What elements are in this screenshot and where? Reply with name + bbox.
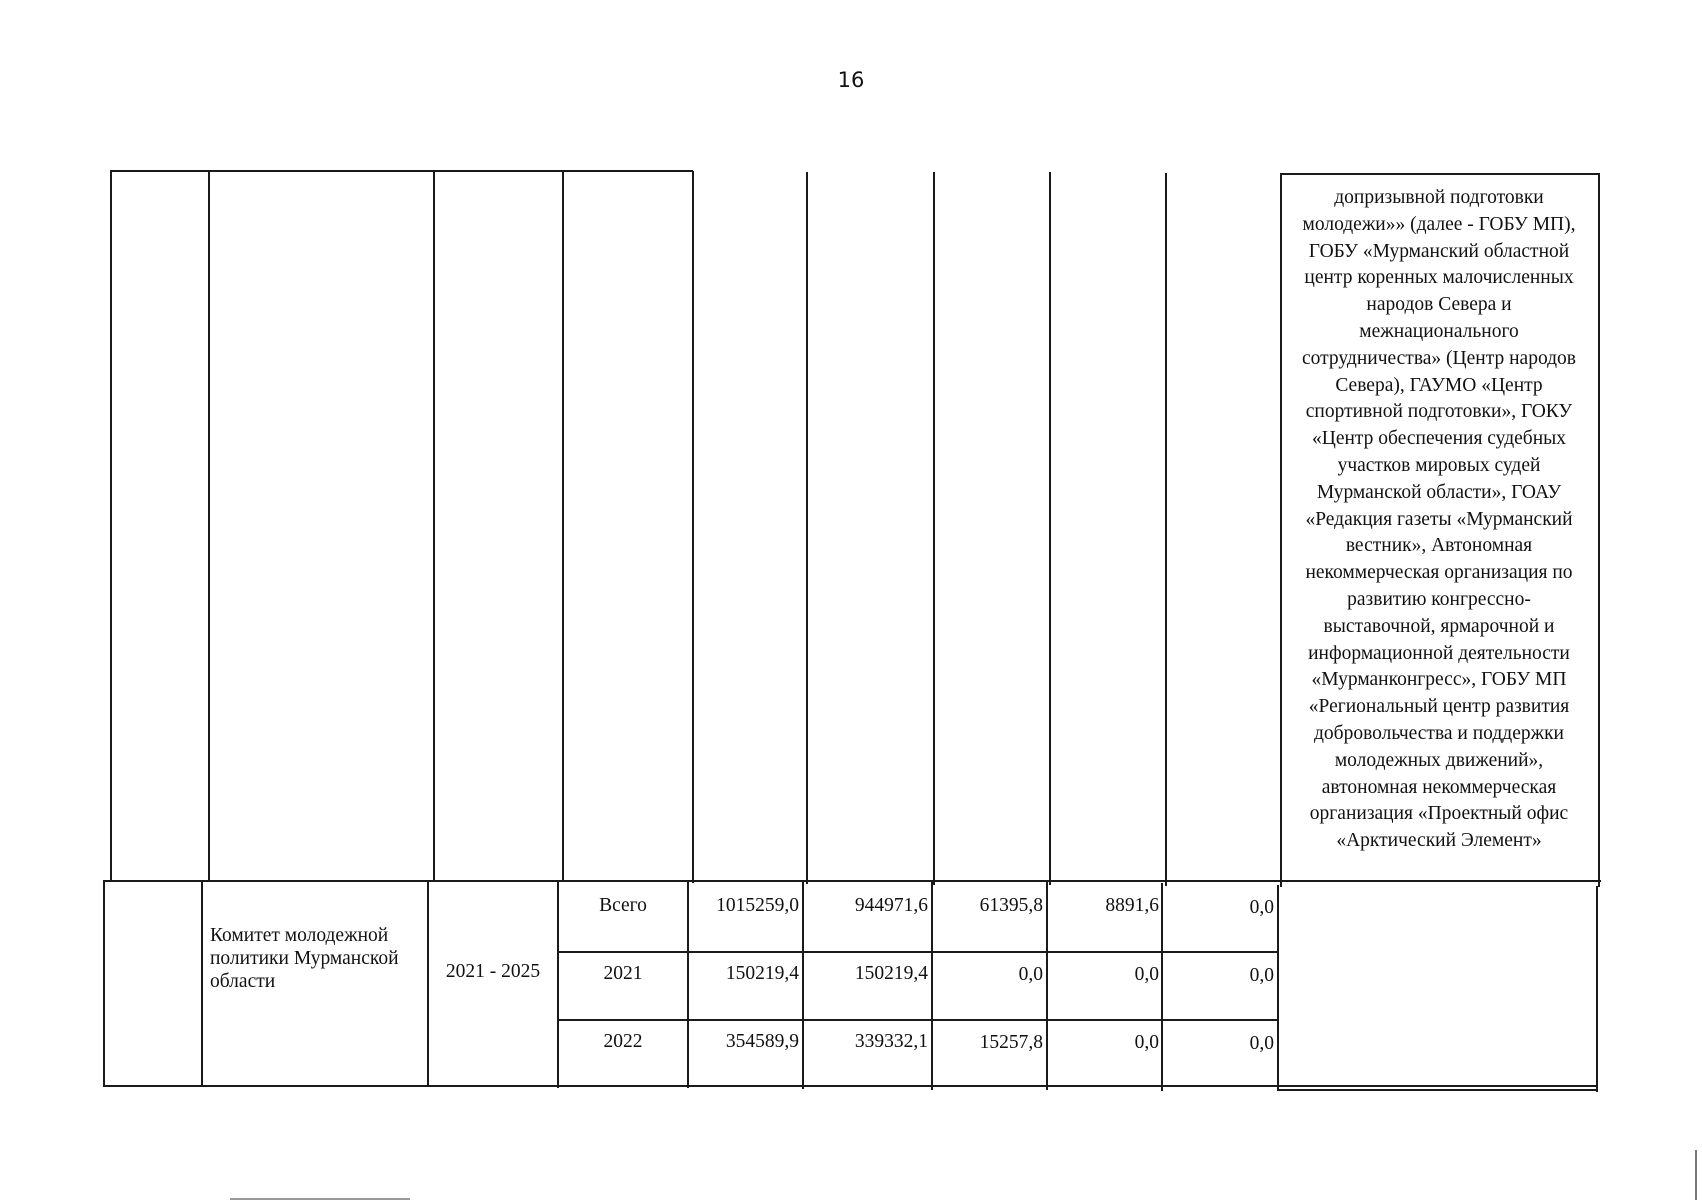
executor-name [210,924,430,993]
b-vline-1 [103,880,105,1086]
row-separator-1 [557,951,1278,953]
org-text-line: «Редакция газеты «Мурманский [1305,508,1573,530]
org-text-line: развитию конгрессно- [1347,588,1531,610]
org-text-line: информационной деятельности [1308,642,1570,664]
page-number: 16 [837,68,865,92]
year-cell: Всего [599,895,647,916]
total-cell: 1015259,0 [716,895,799,916]
funding-cell: 15257,8 [979,1032,1043,1053]
org-text-line: некоммерческая организация по [1305,562,1573,584]
funding-cell: 944971,6 [854,895,928,916]
org-text-line: организация «Проектный офис [1309,803,1569,825]
executor-line: политики Мурманской [210,948,399,969]
org-text-line: народов Севера и [1366,294,1512,316]
funding-cell: 61395,8 [979,895,1043,916]
b-vline-2 [201,880,203,1086]
org-text-line: вестник», Автономная [1345,535,1533,557]
b-vline-10 [1277,885,1279,1091]
b-vline-6 [802,881,804,1089]
b-vline-8 [1046,882,1048,1090]
vline-4 [562,171,564,882]
vline-2 [208,171,210,882]
vline-10 [1280,173,1282,887]
year-cell: 2022 [603,1031,643,1052]
org-text-line: спортивной подготовки», ГОКУ [1305,401,1573,423]
vline-1 [110,170,112,881]
vline-3 [433,171,435,882]
top-border-org [1280,173,1599,175]
org-text-line: «Мурманконгресс», ГОБУ МП [1311,669,1567,691]
vline-5 [692,171,694,883]
org-text-line: сотрудничества» (Центр народов [1301,347,1577,369]
org-text-line: добровольчества и поддержки [1314,722,1564,744]
b-vline-11 [1596,886,1598,1092]
funding-cell: 8891,6 [1105,895,1159,916]
org-text-line: межнационального [1359,320,1519,342]
org-text-line: центр коренных малочисленных [1304,267,1574,289]
row-separator-2 [557,1019,1278,1021]
b-vline-7 [931,882,933,1090]
section-separator [104,880,1601,882]
org-text-line: Севера), ГАУМО «Центр [1335,374,1543,396]
funding-cell: 0,0 [1249,897,1274,918]
org-text-line: Мурманской области», ГОАУ [1316,481,1562,503]
executor-line: Комитет молодежной [210,925,389,946]
org-text-line: молодежи»» (далее - ГОБУ МП), [1302,213,1576,235]
executor-line: области [210,971,276,992]
org-text-line: ГОБУ «Мурманский областной [1308,240,1570,262]
org-text-line: «Арктический Элемент» [1336,830,1542,852]
funding-cell: 0,0 [1134,964,1159,985]
org-text-line: участков мировых судей [1337,454,1541,476]
vline-6 [806,172,808,884]
funding-cell: 0,0 [1249,965,1274,986]
funding-cell: 150219,4 [854,963,928,984]
vline-7 [933,172,935,885]
total-cell: 150219,4 [725,963,799,984]
org-text-line: автономная некоммерческая [1321,776,1557,798]
funding-cell: 0,0 [1249,1033,1274,1054]
top-border-left [110,170,693,172]
year-cell: 2021 [603,963,643,984]
period: 2021 - 2025 [445,961,541,982]
funding-cell: 339332,1 [854,1031,928,1052]
vline-11 [1598,173,1600,887]
org-text-line: «Центр обеспечения судебных [1311,428,1566,450]
bottom-border [103,1085,1598,1087]
funding-cell: 0,0 [1134,1032,1159,1053]
vline-9 [1165,173,1167,886]
total-cell: 354589,9 [725,1031,799,1052]
scan-artifact-right [1695,1150,1697,1200]
org-text-line: молодежных движений», [1334,749,1544,771]
funding-cell: 0,0 [1018,964,1043,985]
b-vline-9 [1161,883,1163,1091]
org-text-line: допризывной подготовки [1334,187,1544,208]
vline-8 [1049,172,1051,885]
b-vline-5 [687,881,689,1088]
responsible-organizations [1283,185,1595,855]
org-text-line: «Региональный центр развития [1308,696,1570,718]
bottom-border-right [1277,1089,1598,1091]
org-text-line: выставочной, ярмарочной и [1323,615,1555,637]
